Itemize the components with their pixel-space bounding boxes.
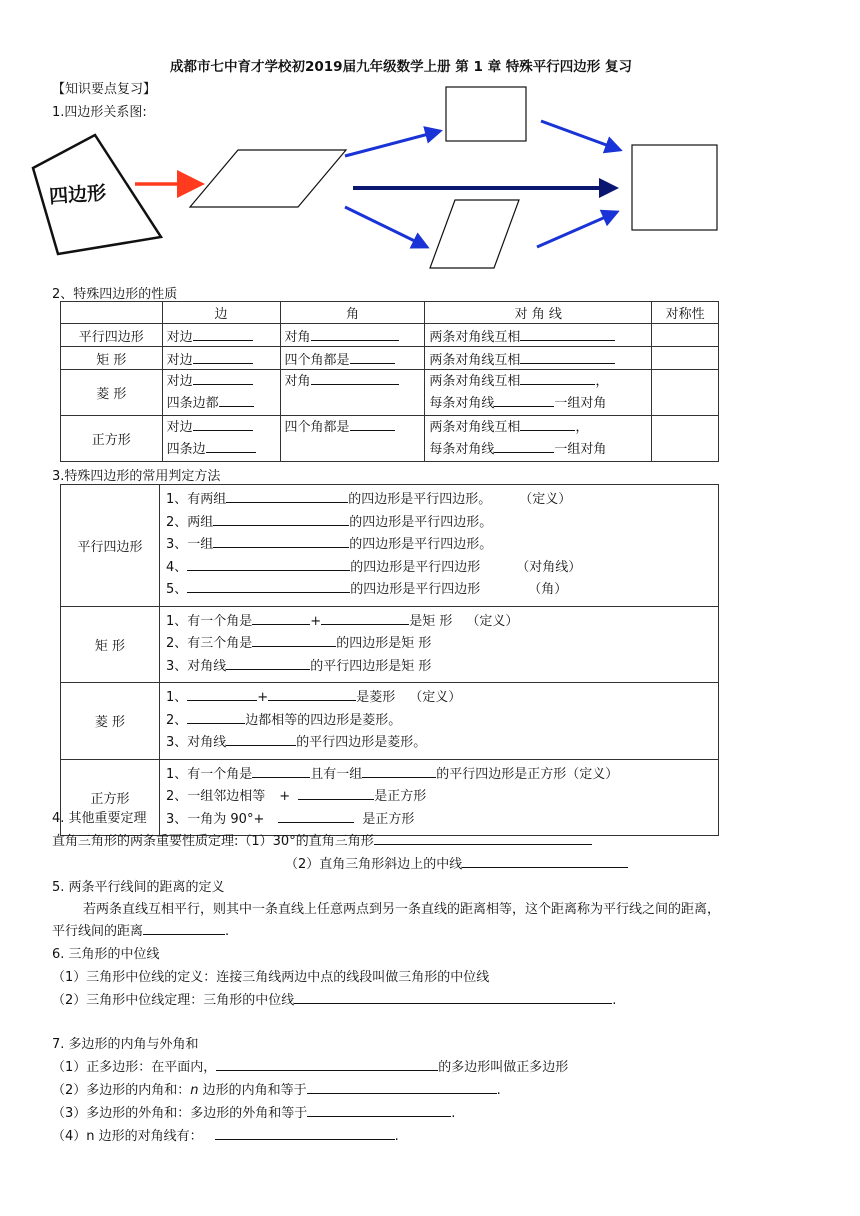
blank-cell[interactable] [652, 416, 719, 462]
blank[interactable] [226, 732, 296, 746]
rectangle-shape [446, 87, 526, 141]
blank[interactable] [226, 489, 348, 503]
blank[interactable] [193, 417, 253, 431]
blank[interactable] [213, 512, 349, 526]
blank[interactable] [193, 350, 253, 364]
blank[interactable] [226, 656, 310, 670]
blank[interactable] [520, 327, 615, 341]
blank[interactable] [213, 534, 349, 548]
quadrilateral-label: 四边形 [48, 182, 107, 208]
blank[interactable] [187, 557, 350, 571]
blank[interactable] [307, 1103, 451, 1117]
arrow-rhombus-to-square [537, 212, 617, 247]
blank[interactable] [494, 393, 554, 407]
table-row: 矩 形 1、有一个角是 + 是矩 形 （定义） 2、有三个角是 的四边形是矩 形 3、对角线 的平行四边形是矩 形 [61, 606, 719, 683]
blank[interactable] [252, 611, 310, 625]
arrow-to-rectangle [345, 131, 440, 156]
header-angle: 角 [280, 302, 425, 324]
blank[interactable] [294, 990, 612, 1004]
blank[interactable] [520, 417, 575, 431]
header-symmetry: 对称性 [652, 302, 719, 324]
blank[interactable] [143, 921, 225, 935]
table-row: 矩 形 对边 四个角都是 两条对角线互相 [61, 347, 719, 370]
s4-title: 4. 其他重要定理 [52, 811, 147, 826]
blank[interactable] [311, 327, 399, 341]
blank[interactable] [193, 371, 253, 385]
s2-title: 2、特殊四边形的性质 [52, 287, 178, 302]
blank[interactable] [362, 764, 436, 778]
blank[interactable] [193, 327, 253, 341]
s7-title: 7. 多边形的内角与外角和 [52, 1037, 199, 1052]
table-row: 平行四边形 对边 对角 两条对角线互相 [61, 324, 719, 347]
criteria-table [60, 484, 719, 836]
rhombus-shape [430, 200, 519, 268]
blank[interactable] [215, 1126, 395, 1140]
s6-line1: （1）三角形中位线的定义：连接三角线两边中点的线段叫做三角形的中位线 [52, 970, 490, 985]
blank-cell[interactable] [652, 370, 719, 416]
blank[interactable] [311, 371, 399, 385]
blank[interactable] [216, 1057, 438, 1071]
blank[interactable] [462, 854, 628, 868]
blank[interactable] [278, 809, 354, 823]
properties-table [60, 301, 719, 462]
blank[interactable] [307, 1080, 497, 1094]
arrow-rectangle-to-square [541, 121, 620, 150]
blank[interactable] [187, 710, 245, 724]
header-diagonal: 对 角 线 [425, 302, 652, 324]
quadrilateral-relationship-diagram [0, 0, 860, 290]
blank-cell[interactable] [652, 324, 719, 347]
blank[interactable] [187, 687, 257, 701]
blank[interactable] [268, 687, 356, 701]
table-row: 正方形 1、有一个角是 且有一组 的平行四边形是正方形（定义） 2、一组邻边相等 + 是正方形 3、一角为 90°+ 是正方形 [61, 759, 719, 836]
page-title: 成都市七中育才学校初2019届九年级数学上册 第 1 章 特殊平行四边形 复习 [170, 59, 632, 75]
s3-title: 3.特殊四边形的常用判定方法 [52, 469, 221, 484]
s5-paragraph: 若两条直线互相平行，则其中一条直线上任意两点到另一条直线的距离相等，这个距离称为平行线之间的距离， [83, 902, 721, 917]
blank[interactable] [520, 371, 595, 385]
table-row: 平行四边形 1、有两组 的四边形是平行四边形。 （定义） 2、两组 的四边形是平行四边形。 3、一组 的四边形是平行四边形。 4、 的四边形是平行四边形 （对角线） 5、 的四边形是平行四边形 （角） [61, 485, 719, 607]
table-row: 菱 形 对边 四条边都 对角 两条对角线互相 ， 每条对角线 一组对角 [61, 370, 719, 416]
blank[interactable] [206, 439, 256, 453]
table-row: 菱 形 1、 + 是菱形 （定义） 2、 边都相等的四边形是菱形。 3、对角线 的平行四边形是菱形。 [61, 683, 719, 760]
header-side: 边 [162, 302, 280, 324]
square-shape [632, 145, 717, 230]
blank[interactable] [350, 417, 395, 431]
blank[interactable] [187, 579, 350, 593]
s6-title: 6. 三角形的中位线 [52, 947, 160, 962]
blank[interactable] [494, 439, 554, 453]
parallelogram-shape [190, 150, 346, 207]
s1-title: 1.四边形关系图: [52, 105, 147, 120]
blank[interactable] [252, 633, 336, 647]
s5-title: 5. 两条平行线间的距离的定义 [52, 880, 225, 895]
blank[interactable] [374, 831, 592, 845]
blank[interactable] [298, 786, 374, 800]
section-heading: 【知识要点复习】 [52, 82, 157, 97]
blank[interactable] [321, 611, 409, 625]
blank[interactable] [350, 350, 395, 364]
blank-cell[interactable] [652, 347, 719, 370]
blank[interactable] [219, 393, 254, 407]
blank[interactable] [252, 764, 310, 778]
blank[interactable] [520, 350, 615, 364]
arrow-to-rhombus [345, 207, 427, 247]
table-row: 正方形 对边 四条边 四个角都是 两条对角线互相 ， 每条对角线 一组对角 [61, 416, 719, 462]
